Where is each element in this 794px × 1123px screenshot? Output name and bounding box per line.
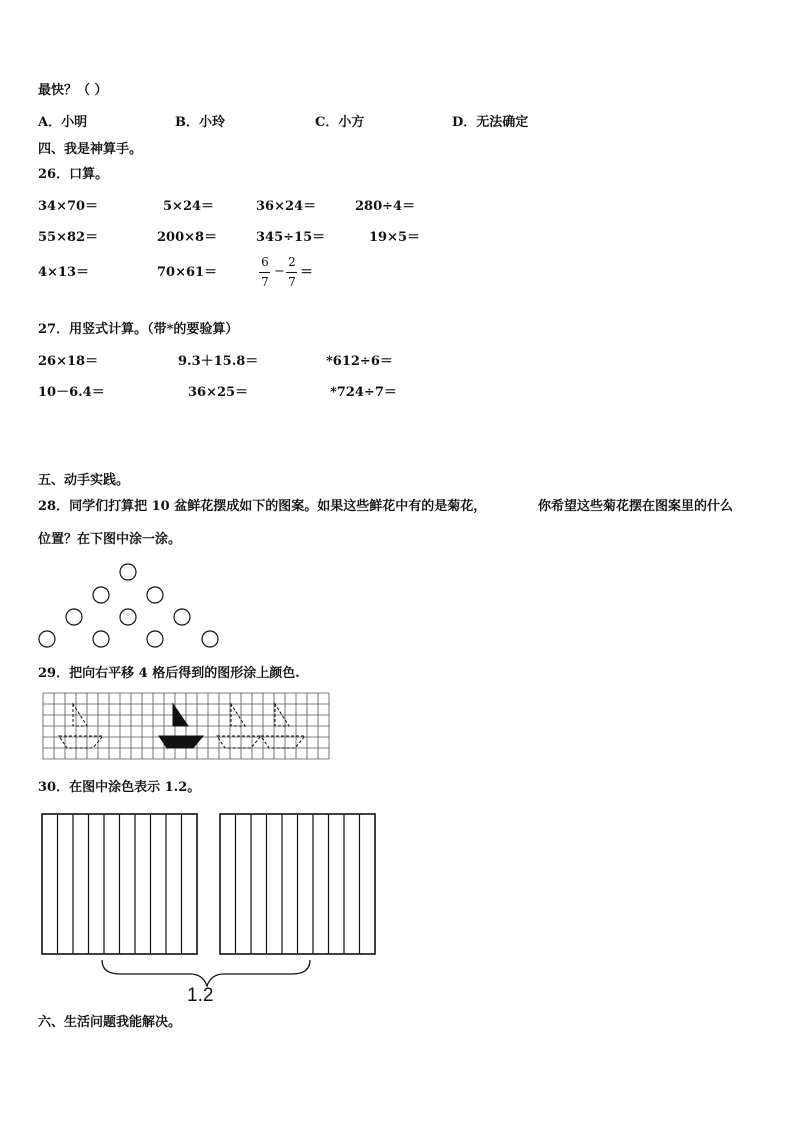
section4-title: 四、我是神算手。 <box>38 142 143 157</box>
q25-option-d[interactable]: D．无法确定 <box>452 115 529 130</box>
fraction-equals: ＝ <box>300 265 314 280</box>
q27-title: 27．用竖式计算。（带*的要验算） <box>38 322 239 337</box>
q27-item: *724÷7＝ <box>330 385 397 400</box>
q26-item: 70×61＝ <box>157 265 218 280</box>
q26-item: 34×70＝ <box>38 199 99 214</box>
q27-item: 9.3＋15.8＝ <box>178 354 259 369</box>
q25-tail: 最快？（ ） <box>38 83 108 98</box>
flower-circle[interactable] <box>39 631 55 647</box>
flower-circle[interactable] <box>66 609 82 625</box>
q28-line2: 位置？在下图中涂一涂。 <box>38 532 182 547</box>
q26-item: 55×82＝ <box>38 230 99 245</box>
flower-circle[interactable] <box>120 564 136 580</box>
q27-item: 26×18＝ <box>38 354 99 369</box>
q26-item: 36×24＝ <box>256 199 317 214</box>
q28-line1b: 你希望这些菊花摆在图案里的什么 <box>538 499 734 514</box>
bar-rectangle-left[interactable] <box>42 814 197 954</box>
fraction-bar-1 <box>259 272 270 273</box>
flower-circle[interactable] <box>147 631 163 647</box>
brace-label: 1.2 <box>187 985 214 1006</box>
flower-circle[interactable] <box>147 587 163 603</box>
q27-item: 10－6.4＝ <box>38 385 105 400</box>
q26-item: 4×13＝ <box>38 265 90 280</box>
flower-circle[interactable] <box>174 609 190 625</box>
q26-item: 280÷4＝ <box>355 199 416 214</box>
q29-title: 29．把向右平移 4 格后得到的图形涂上颜色. <box>38 666 300 681</box>
q26-item: 19×5＝ <box>369 230 421 245</box>
fraction-numerator-1: 6 <box>261 255 269 269</box>
fraction-bar-2 <box>286 272 297 273</box>
fraction-numerator-2: 2 <box>288 255 296 269</box>
q26-item: 5×24＝ <box>163 199 215 214</box>
q26-item: 345÷15＝ <box>256 230 326 245</box>
flower-pattern <box>30 558 230 653</box>
flower-circle[interactable] <box>120 609 136 625</box>
flower-circle[interactable] <box>202 631 218 647</box>
q25-option-c[interactable]: C．小方 <box>315 115 365 130</box>
q25-option-b[interactable]: B．小玲 <box>175 115 225 130</box>
q26-title: 26．口算。 <box>38 167 109 182</box>
fraction-minus: − <box>274 264 285 279</box>
q27-item: 36×25＝ <box>188 385 249 400</box>
flower-circle[interactable] <box>93 631 109 647</box>
q30-title: 30．在图中涂色表示 1.2。 <box>38 780 201 795</box>
flower-circle[interactable] <box>93 587 109 603</box>
translation-grid <box>43 690 335 768</box>
q27-item: *612÷6＝ <box>326 354 393 369</box>
q26-item: 200×8＝ <box>157 230 218 245</box>
q25-option-a[interactable]: A．小明 <box>38 115 88 130</box>
brace <box>102 960 310 986</box>
q28-line1: 28．同学们打算把 10 盆鲜花摆成如下的图案。如果这些鲜花中有的是菊花， <box>38 499 487 514</box>
section5-title: 五、动手实践。 <box>38 473 130 488</box>
decimal-bars <box>40 812 385 1007</box>
section6-title: 六、生活问题我能解决。 <box>38 1015 182 1030</box>
fraction-denominator-1: 7 <box>261 275 269 289</box>
bar-rectangle-right[interactable] <box>220 814 375 954</box>
fraction-denominator-2: 7 <box>288 275 296 289</box>
